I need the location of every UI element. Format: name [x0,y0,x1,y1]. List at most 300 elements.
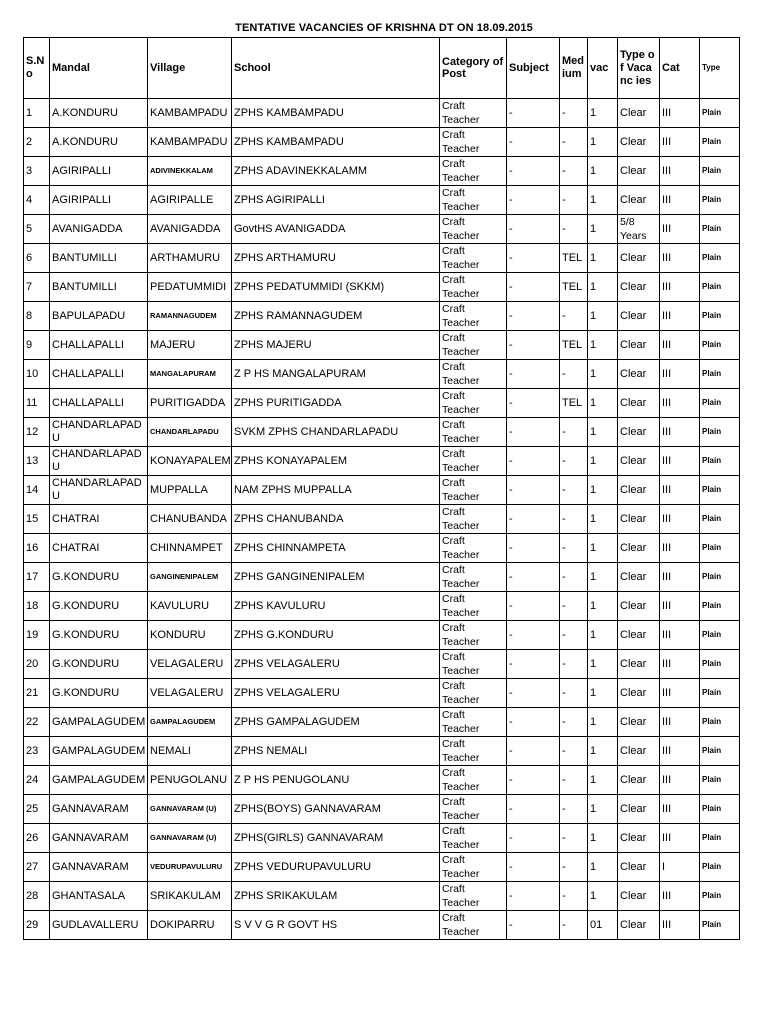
cell-mandal: AGIRIPALLI [50,186,148,215]
header-type-vacancies: Type of Vacanc ies [618,38,660,99]
cell-type-vacancy: Clear [618,911,660,940]
cell-vac: 1 [588,447,618,476]
cell-sno: 14 [24,476,50,505]
cell-type: Plain [700,563,740,592]
cell-medium: - [560,650,588,679]
cell-cat: I [660,853,700,882]
cell-type-vacancy: Clear [618,679,660,708]
cell-sno: 5 [24,215,50,244]
cell-type-vacancy: Clear [618,128,660,157]
table-row [24,273,740,302]
cell-category: Craft Teacher [440,882,507,911]
cell-category: Craft Teacher [440,331,507,360]
cell-cat: III [660,244,700,273]
table-row [24,824,740,853]
cell-mandal: CHANDARLAPADU [50,418,148,447]
cell-sno: 13 [24,447,50,476]
table-row [24,766,740,795]
cell-category: Craft Teacher [440,534,507,563]
cell-school: ZPHS KAMBAMPADU [232,128,440,157]
table-row [24,592,740,621]
cell-cat: III [660,911,700,940]
cell-vac: 1 [588,244,618,273]
cell-type: Plain [700,360,740,389]
table-row [24,331,740,360]
cell-sno: 21 [24,679,50,708]
cell-medium: - [560,911,588,940]
header-medium: Med ium [560,38,588,99]
cell-cat: III [660,592,700,621]
cell-category: Craft Teacher [440,505,507,534]
cell-mandal: A.KONDURU [50,128,148,157]
cell-mandal: G.KONDURU [50,621,148,650]
cell-mandal: GHANTASALA [50,882,148,911]
cell-village: MUPPALLA [148,476,232,505]
table-row [24,911,740,940]
cell-school: ZPHS G.KONDURU [232,621,440,650]
cell-school: ZPHS NEMALI [232,737,440,766]
cell-category: Craft Teacher [440,447,507,476]
cell-mandal: BANTUMILLI [50,273,148,302]
cell-school: ZPHS GAMPALAGUDEM [232,708,440,737]
cell-type-vacancy: Clear [618,331,660,360]
cell-category: Craft Teacher [440,679,507,708]
cell-vac: 1 [588,679,618,708]
cell-subject: - [507,534,560,563]
cell-sno: 17 [24,563,50,592]
cell-vac: 1 [588,621,618,650]
cell-sno: 26 [24,824,50,853]
cell-sno: 11 [24,389,50,418]
cell-sno: 1 [24,99,50,128]
cell-medium: - [560,505,588,534]
cell-type: Plain [700,99,740,128]
cell-village: DOKIPARRU [148,911,232,940]
cell-category: Craft Teacher [440,215,507,244]
cell-type: Plain [700,157,740,186]
cell-vac: 1 [588,534,618,563]
table-row [24,418,740,447]
cell-cat: III [660,737,700,766]
cell-mandal: GAMPALAGUDEM [50,766,148,795]
cell-vac: 1 [588,853,618,882]
cell-sno: 25 [24,795,50,824]
cell-mandal: GANNAVARAM [50,824,148,853]
cell-mandal: A.KONDURU [50,99,148,128]
cell-village: PURITIGADDA [148,389,232,418]
cell-cat: III [660,563,700,592]
cell-sno: 8 [24,302,50,331]
cell-village: AVANIGADDA [148,215,232,244]
cell-sno: 16 [24,534,50,563]
cell-village: ARTHAMURU [148,244,232,273]
header-subject: Subject [507,38,560,99]
cell-type: Plain [700,708,740,737]
cell-cat: III [660,186,700,215]
cell-sno: 29 [24,911,50,940]
cell-type: Plain [700,186,740,215]
cell-medium: - [560,853,588,882]
cell-school: ZPHS ARTHAMURU [232,244,440,273]
cell-category: Craft Teacher [440,157,507,186]
cell-type: Plain [700,215,740,244]
cell-cat: III [660,360,700,389]
cell-type-vacancy: Clear [618,505,660,534]
cell-cat: III [660,824,700,853]
cell-cat: III [660,795,700,824]
cell-cat: III [660,302,700,331]
cell-mandal: GAMPALAGUDEM [50,737,148,766]
cell-mandal: BAPULAPADU [50,302,148,331]
cell-cat: III [660,679,700,708]
cell-medium: - [560,737,588,766]
cell-category: Craft Teacher [440,389,507,418]
table-row [24,708,740,737]
cell-school: ZPHS VELAGALERU [232,679,440,708]
cell-village: CHANUBANDA [148,505,232,534]
cell-subject: - [507,824,560,853]
cell-medium: TEL [560,389,588,418]
cell-subject: - [507,795,560,824]
cell-medium: - [560,360,588,389]
cell-cat: III [660,650,700,679]
cell-cat: III [660,882,700,911]
cell-type-vacancy: Clear [618,882,660,911]
table-row [24,157,740,186]
cell-category: Craft Teacher [440,99,507,128]
cell-category: Craft Teacher [440,186,507,215]
table-row [24,128,740,157]
cell-subject: - [507,737,560,766]
cell-type: Plain [700,244,740,273]
cell-village: RAMANNAGUDEM [148,302,232,331]
cell-school: ZPHS ADAVINEKKALAMM [232,157,440,186]
cell-mandal: AVANIGADDA [50,215,148,244]
cell-cat: III [660,621,700,650]
cell-category: Craft Teacher [440,795,507,824]
cell-medium: - [560,679,588,708]
header-sno: S.N o [24,38,50,99]
cell-category: Craft Teacher [440,476,507,505]
cell-medium: - [560,563,588,592]
cell-cat: III [660,534,700,563]
cell-village: KAMBAMPADU [148,128,232,157]
cell-cat: III [660,128,700,157]
cell-mandal: GANNAVARAM [50,795,148,824]
cell-type: Plain [700,128,740,157]
cell-category: Craft Teacher [440,418,507,447]
cell-mandal: CHALLAPALLI [50,331,148,360]
cell-vac: 1 [588,592,618,621]
cell-mandal: AGIRIPALLI [50,157,148,186]
cell-mandal: G.KONDURU [50,679,148,708]
cell-medium: TEL [560,244,588,273]
table-row [24,447,740,476]
cell-category: Craft Teacher [440,650,507,679]
cell-cat: III [660,157,700,186]
cell-cat: III [660,99,700,128]
cell-school: ZPHS CHANUBANDA [232,505,440,534]
cell-subject: - [507,679,560,708]
table-row [24,505,740,534]
cell-category: Craft Teacher [440,737,507,766]
cell-village: NEMALI [148,737,232,766]
table-row [24,650,740,679]
cell-category: Craft Teacher [440,592,507,621]
cell-type: Plain [700,302,740,331]
cell-sno: 15 [24,505,50,534]
cell-sno: 22 [24,708,50,737]
cell-type-vacancy: Clear [618,476,660,505]
page-title: TENTATIVE VACANCIES OF KRISHNA DT ON 18.09.2015 [235,22,533,34]
cell-type-vacancy: Clear [618,360,660,389]
cell-subject: - [507,273,560,302]
cell-mandal: G.KONDURU [50,563,148,592]
cell-type: Plain [700,679,740,708]
cell-type-vacancy: Clear [618,534,660,563]
cell-vac: 1 [588,215,618,244]
cell-school: Z P HS PENUGOLANU [232,766,440,795]
cell-medium: - [560,99,588,128]
cell-vac: 1 [588,708,618,737]
table-row [24,621,740,650]
cell-village: GANNAVARAM (U) [148,824,232,853]
cell-sno: 2 [24,128,50,157]
cell-type-vacancy: Clear [618,418,660,447]
cell-type-vacancy: Clear [618,563,660,592]
table-row [24,737,740,766]
cell-subject: - [507,215,560,244]
cell-school: SVKM ZPHS CHANDARLAPADU [232,418,440,447]
cell-type: Plain [700,389,740,418]
table-row [24,679,740,708]
cell-medium: - [560,157,588,186]
cell-subject: - [507,766,560,795]
cell-cat: III [660,273,700,302]
cell-subject: - [507,563,560,592]
cell-type: Plain [700,418,740,447]
cell-subject: - [507,244,560,273]
header-vac: vac [588,38,618,99]
table-row [24,795,740,824]
table-row [24,360,740,389]
table-body [24,99,740,940]
cell-village: KAVULURU [148,592,232,621]
cell-subject: - [507,128,560,157]
header-school: School [232,38,440,99]
cell-village: PEDATUMMIDI [148,273,232,302]
cell-sno: 24 [24,766,50,795]
cell-type-vacancy: Clear [618,302,660,331]
cell-school: ZPHS KAVULURU [232,592,440,621]
cell-cat: III [660,215,700,244]
cell-mandal: GUDLAVALLERU [50,911,148,940]
cell-school: ZPHS KAMBAMPADU [232,99,440,128]
cell-type: Plain [700,795,740,824]
cell-category: Craft Teacher [440,273,507,302]
cell-type: Plain [700,882,740,911]
cell-type-vacancy: Clear [618,853,660,882]
cell-sno: 9 [24,331,50,360]
cell-medium: - [560,882,588,911]
vacancies-table [23,37,740,940]
cell-category: Craft Teacher [440,302,507,331]
cell-type: Plain [700,911,740,940]
cell-type: Plain [700,650,740,679]
cell-subject: - [507,592,560,621]
cell-type-vacancy: Clear [618,766,660,795]
cell-school: ZPHS SRIKAKULAM [232,882,440,911]
cell-category: Craft Teacher [440,360,507,389]
cell-type-vacancy: Clear [618,824,660,853]
cell-type: Plain [700,331,740,360]
cell-subject: - [507,476,560,505]
cell-school: NAM ZPHS MUPPALLA [232,476,440,505]
cell-village: PENUGOLANU [148,766,232,795]
cell-type-vacancy: Clear [618,186,660,215]
cell-school: S V V G R GOVT HS [232,911,440,940]
cell-village: GANNAVARAM (U) [148,795,232,824]
cell-vac: 1 [588,476,618,505]
cell-medium: - [560,186,588,215]
cell-vac: 1 [588,273,618,302]
cell-school: ZPHS MAJERU [232,331,440,360]
cell-cat: III [660,505,700,534]
cell-school: GovtHS AVANIGADDA [232,215,440,244]
cell-category: Craft Teacher [440,128,507,157]
cell-cat: III [660,447,700,476]
cell-type: Plain [700,766,740,795]
cell-village: VELAGALERU [148,650,232,679]
cell-type-vacancy: Clear [618,447,660,476]
cell-type: Plain [700,273,740,302]
cell-cat: III [660,766,700,795]
cell-school: ZPHS GANGINENIPALEM [232,563,440,592]
table-row [24,244,740,273]
cell-vac: 1 [588,157,618,186]
cell-category: Craft Teacher [440,621,507,650]
cell-mandal: G.KONDURU [50,650,148,679]
cell-type-vacancy: 5/8 Years [618,215,660,244]
cell-medium: - [560,302,588,331]
cell-village: VEDURUPAVULURU [148,853,232,882]
cell-cat: III [660,389,700,418]
cell-type: Plain [700,592,740,621]
cell-type: Plain [700,737,740,766]
cell-subject: - [507,360,560,389]
cell-mandal: BANTUMILLI [50,244,148,273]
table-row [24,882,740,911]
cell-cat: III [660,418,700,447]
header-mandal: Mandal [50,38,148,99]
cell-medium: - [560,128,588,157]
cell-vac: 1 [588,186,618,215]
cell-type: Plain [700,824,740,853]
cell-cat: III [660,708,700,737]
cell-sno: 6 [24,244,50,273]
cell-subject: - [507,650,560,679]
cell-subject: - [507,882,560,911]
cell-village: KAMBAMPADU [148,99,232,128]
cell-subject: - [507,331,560,360]
cell-sno: 4 [24,186,50,215]
cell-category: Craft Teacher [440,708,507,737]
cell-school: ZPHS(BOYS) GANNAVARAM [232,795,440,824]
cell-type: Plain [700,505,740,534]
cell-type-vacancy: Clear [618,273,660,302]
cell-vac: 1 [588,824,618,853]
table-row [24,563,740,592]
cell-sno: 19 [24,621,50,650]
table-row [24,302,740,331]
table-row [24,186,740,215]
table-header-row [24,38,740,99]
cell-village: VELAGALERU [148,679,232,708]
cell-type-vacancy: Clear [618,650,660,679]
cell-vac: 1 [588,563,618,592]
cell-village: CHANDARLAPADU [148,418,232,447]
cell-school: ZPHS VELAGALERU [232,650,440,679]
cell-school: ZPHS KONAYAPALEM [232,447,440,476]
cell-village: SRIKAKULAM [148,882,232,911]
cell-subject: - [507,186,560,215]
header-cat: Cat [660,38,700,99]
cell-vac: 1 [588,505,618,534]
cell-school: ZPHS PEDATUMMIDI (SKKM) [232,273,440,302]
cell-vac: 1 [588,360,618,389]
cell-medium: - [560,476,588,505]
cell-medium: - [560,766,588,795]
cell-type: Plain [700,621,740,650]
cell-vac: 1 [588,795,618,824]
cell-vac: 1 [588,882,618,911]
cell-school: ZPHS CHINNAMPETA [232,534,440,563]
cell-mandal: CHANDARLAPADU [50,447,148,476]
cell-village: AGIRIPALLE [148,186,232,215]
cell-village: GAMPALAGUDEM [148,708,232,737]
cell-subject: - [507,447,560,476]
cell-medium: TEL [560,273,588,302]
cell-sno: 23 [24,737,50,766]
cell-type: Plain [700,476,740,505]
cell-mandal: CHATRAI [50,534,148,563]
cell-vac: 1 [588,128,618,157]
cell-school: ZPHS(GIRLS) GANNAVARAM [232,824,440,853]
cell-type-vacancy: Clear [618,737,660,766]
cell-sno: 27 [24,853,50,882]
header-village: Village [148,38,232,99]
table-row [24,853,740,882]
cell-village: CHINNAMPET [148,534,232,563]
cell-subject: - [507,418,560,447]
cell-type-vacancy: Clear [618,99,660,128]
cell-category: Craft Teacher [440,244,507,273]
cell-type-vacancy: Clear [618,389,660,418]
cell-medium: - [560,795,588,824]
cell-village: MANGALAPURAM [148,360,232,389]
cell-category: Craft Teacher [440,911,507,940]
cell-vac: 1 [588,331,618,360]
cell-subject: - [507,99,560,128]
cell-sno: 10 [24,360,50,389]
cell-sno: 20 [24,650,50,679]
cell-vac: 01 [588,911,618,940]
cell-school: ZPHS AGIRIPALLI [232,186,440,215]
cell-school: ZPHS PURITIGADDA [232,389,440,418]
cell-village: KONAYAPALEM [148,447,232,476]
cell-type: Plain [700,534,740,563]
cell-medium: - [560,621,588,650]
